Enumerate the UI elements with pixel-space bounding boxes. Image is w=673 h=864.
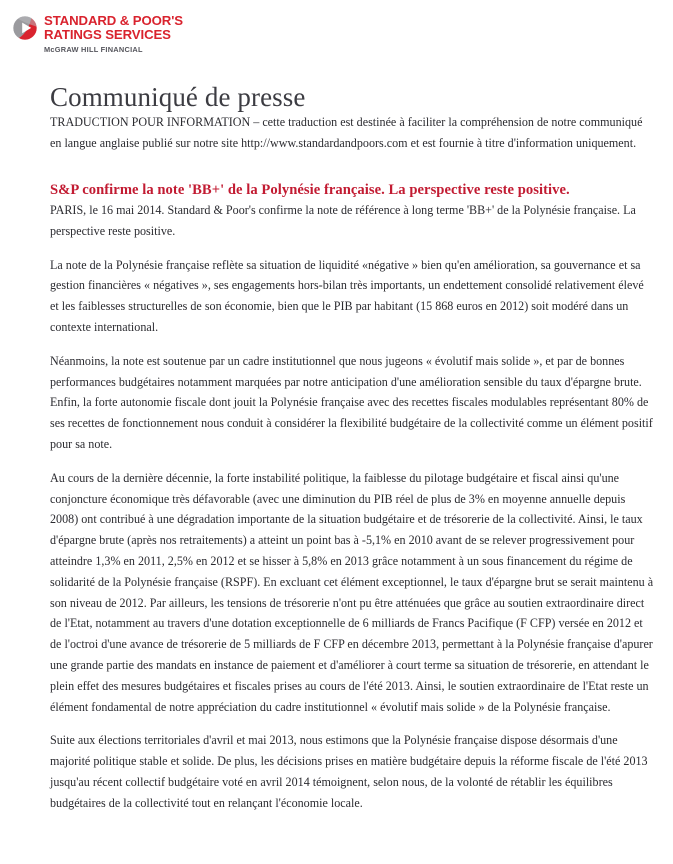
brand-line-2: RATINGS SERVICES — [44, 27, 171, 43]
paragraph-decade-review: Au cours de la dernière décennie, la forte instabilité politique, la faiblesse du pilotage budgétaire et fiscal ainsi qu'une conjoncture économique très défavorable (avec une diminution du PIB réel de plus de 3% en moyenne annuelle depuis 2008) ont contribué à une dégradation importante de la situation budgétaire et de trésorerie de la collectivité. Ainsi, le taux d'épargne brute (après nos retraitements) a atteint un point bas à -5,1% en 2010 avant de se relever progressivement pour atteindre 1,3% en 2011, 2,5% en 2012 et se hisser à 5,8% en 2013 grâce notamment à un sous financement du régime de solidarité de la Polynésie française (RSPF). En excluant cet élément exceptionnel, le taux d'épargne brut se serait maintenu à son niveau de 2012. Par ailleurs, les tensions de trésorerie n'ont pu être atténuées que grâce au soutien extraordinaire direct de l'Etat, notamment au travers d'une dotation exceptionnelle de 6 milliards de Francs Pacifique (F CFP) versée en 2012 et de l'octroi d'une avance de trésorerie de 5 milliards de F CFP en décembre 2013, permettant à la Polynésie française d'apurer une grande partie des mandats en instance de paiement et d'améliorer à court terme sa situation de trésorerie, en attendant le plein effet des mesures budgétaires et fiscales prises au cours de l'été 2013. Ainsi, le soutien extraordinaire de l'Etat reste un élément fondamental de notre appréciation du cadre institutionnel « évolutif mais solide » de la Polynésie française. — [50, 470, 654, 714]
brand-subline: McGRAW HILL FINANCIAL — [44, 44, 143, 54]
paragraph-supporting-factors: Néanmoins, la note est soutenue par un cadre institutionnel que nous jugeons « évolutif mais solide », et par de bonnes performances budgétaires notamment marquées par notre anticipation d'une amélioration sensible du taux d'épargne brute. Enfin, la forte autonomie fiscale dont jouit la Polynésie française avec des recettes fiscales modulables représentant 80% de ses recettes de fonctionnement nous conduit à considérer la flexibilité budgétaire de la collectivité comme un élément positif pour sa note. — [50, 353, 653, 452]
sp-circle-play-logo-icon — [12, 15, 38, 41]
brand-logo[interactable] — [12, 14, 673, 53]
press-release-headline: S&P confirme la note 'BB+' de la Polynésie française. La perspective reste positive. — [50, 181, 570, 198]
masthead — [0, 0, 673, 62]
brand-wordmark — [44, 14, 183, 53]
page-title: Communiqué de presse — [50, 82, 306, 112]
press-release-document — [0, 82, 673, 814]
brand-line-1: STANDARD & POOR'S — [44, 13, 183, 28]
paragraph-elections-outlook: Suite aux élections territoriales d'avril et mai 2013, nous estimons que la Polynésie française dispose désormais d'une majorité politique stable et solide. De plus, les décisions prises en matière budgétaire depuis la réforme fiscale de l'été 2013 jusqu'au récent collectif budgétaire voté en avril 2014 témoignent, selon nous, de la volonté de rétablir les équilibres budgétaires de la collectivité tout en relançant l'économie locale. — [50, 733, 648, 810]
paragraph-dateline: PARIS, le 16 mai 2014. Standard & Poor's confirme la note de référence à long terme 'BB+' de la Polynésie française. La perspective reste positive. — [50, 203, 636, 238]
paragraph-rating-rationale: La note de la Polynésie française reflète sa situation de liquidité «négative » bien qu'en amélioration, sa gouvernance et sa gestion financières « négatives », ses engagements hors-bilan très importants, un endettement consolidé relativement élevé et les faiblesses structurelles de son économie, bien que le PIB par habitant (15 868 euros en 2012) soit modéré dans un contexte international. — [50, 257, 644, 335]
translation-disclaimer: TRADUCTION POUR INFORMATION – cette traduction est destinée à faciliter la compréhension de notre communiqué en langue anglaise publié sur notre site http://www.standardandpoors.com et est fournie à titre d'information uniquement. — [50, 115, 643, 150]
